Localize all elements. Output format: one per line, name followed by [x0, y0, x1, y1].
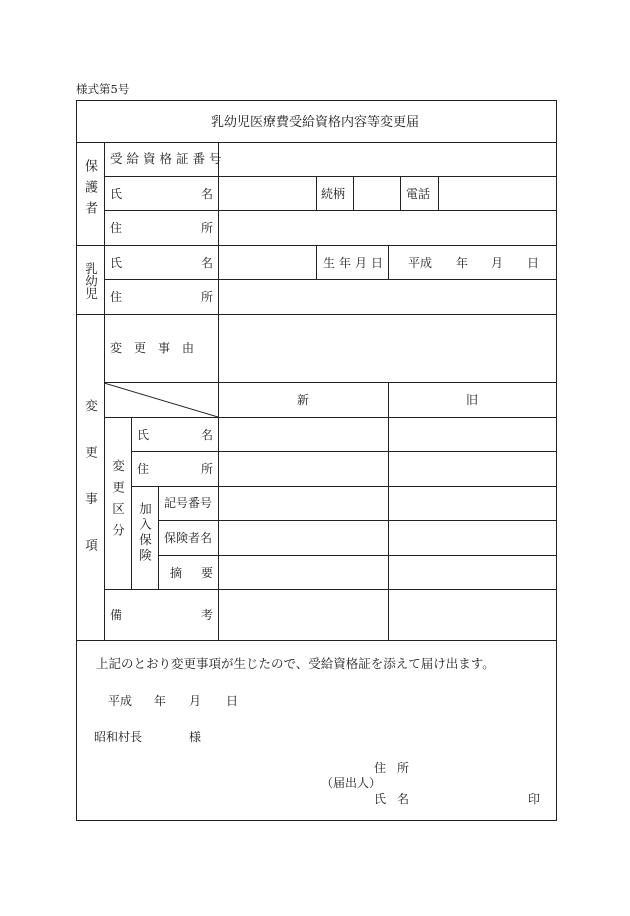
form-number: 様式第5号	[76, 82, 130, 96]
change-reason-label: 変 更 事 由	[110, 341, 195, 355]
birth-era: 平成	[408, 256, 433, 270]
symbol-number-label: 記号番号	[164, 496, 213, 510]
applicant-address-field[interactable]	[416, 757, 546, 779]
guardian-address-label-a: 住	[110, 221, 123, 235]
birth-day-unit: 日	[527, 256, 540, 270]
applicant-name-field[interactable]	[416, 788, 526, 810]
symbol-number-new-field[interactable]	[219, 487, 387, 519]
symbol-number-old-field[interactable]	[389, 487, 556, 519]
insurer-old-field[interactable]	[389, 521, 556, 554]
col-divider	[400, 176, 401, 210]
insurer-label: 保険者名	[164, 531, 213, 545]
date-day-unit: 日	[226, 694, 239, 708]
addressee: 昭和村長	[94, 730, 143, 744]
phone-field[interactable]	[439, 177, 556, 209]
summary-label-a: 摘	[170, 566, 183, 580]
change-category-label: 変更区分	[110, 459, 126, 545]
date-month-unit: 月	[189, 694, 202, 708]
seal-mark: 印	[528, 792, 541, 806]
relation-field[interactable]	[354, 177, 399, 209]
summary-old-field[interactable]	[389, 556, 556, 588]
col-divider	[158, 486, 159, 589]
form-title: 乳幼児医療費受給資格内容等変更届	[210, 115, 419, 130]
change-section-label: 変更事項	[83, 399, 99, 585]
summary-new-field[interactable]	[219, 556, 387, 588]
change-address-label-a: 住	[137, 462, 150, 476]
change-name-new-field[interactable]	[219, 418, 387, 450]
new-column-header: 新	[297, 393, 310, 407]
remarks-label-a: 備	[110, 608, 123, 622]
birthdate-label: 生年月日	[323, 256, 388, 270]
change-address-label-b: 所	[201, 462, 214, 476]
birth-month-unit: 月	[491, 256, 504, 270]
col-divider	[316, 176, 317, 210]
guardian-name-field[interactable]	[219, 177, 315, 209]
relation-label: 続柄	[321, 187, 346, 201]
guardian-section-label: 保護者	[82, 159, 97, 222]
remarks-old-field[interactable]	[389, 590, 556, 639]
birthdate-field[interactable]	[389, 246, 556, 278]
cert-number-label: 受給資格証番号	[110, 151, 226, 166]
change-address-new-field[interactable]	[219, 452, 387, 485]
submission-date-field[interactable]	[138, 690, 238, 712]
change-address-old-field[interactable]	[389, 452, 556, 485]
birth-year-unit: 年	[456, 256, 469, 270]
applicant-name-label-a: 氏	[374, 792, 387, 806]
row-divider	[104, 382, 557, 383]
row-divider	[76, 640, 557, 641]
infant-address-field[interactable]	[219, 280, 556, 313]
guardian-address-label-b: 所	[201, 221, 214, 235]
applicant-label: （届出人）	[321, 776, 382, 790]
col-divider	[131, 417, 132, 589]
remarks-new-field[interactable]	[219, 590, 387, 639]
infant-name-label-a: 氏	[110, 256, 123, 270]
guardian-name-label-b: 名	[201, 187, 214, 201]
applicant-name-label-b: 名	[397, 792, 410, 806]
change-reason-field[interactable]	[219, 315, 556, 381]
declaration-statement: 上記のとおり変更事項が生じたので、受給資格証を添えて届け出ます。	[96, 656, 495, 671]
date-era: 平成	[108, 694, 133, 708]
insurance-label: 加入保険	[137, 502, 153, 564]
col-divider	[104, 142, 105, 640]
remarks-label-b: 考	[201, 608, 214, 622]
col-divider	[316, 245, 317, 279]
change-name-label-a: 氏	[137, 428, 150, 442]
addressee-honorific: 様	[189, 730, 202, 744]
phone-label: 電話	[406, 187, 431, 201]
guardian-name-label-a: 氏	[110, 187, 123, 201]
summary-label-b: 要	[201, 566, 214, 580]
date-year-unit: 年	[154, 694, 167, 708]
infant-address-label-a: 住	[110, 290, 123, 304]
cert-number-field[interactable]	[219, 143, 556, 175]
change-name-label-b: 名	[201, 428, 214, 442]
guardian-address-field[interactable]	[219, 211, 556, 244]
infant-section-label: 乳幼児	[83, 262, 99, 300]
old-column-header: 旧	[466, 393, 479, 407]
applicant-address-label-b: 所	[397, 761, 410, 775]
infant-name-field[interactable]	[219, 246, 315, 278]
change-name-old-field[interactable]	[389, 418, 556, 450]
insurer-new-field[interactable]	[219, 521, 387, 554]
infant-address-label-b: 所	[201, 290, 214, 304]
applicant-address-label-a: 住	[374, 761, 387, 775]
infant-name-label-b: 名	[201, 256, 214, 270]
